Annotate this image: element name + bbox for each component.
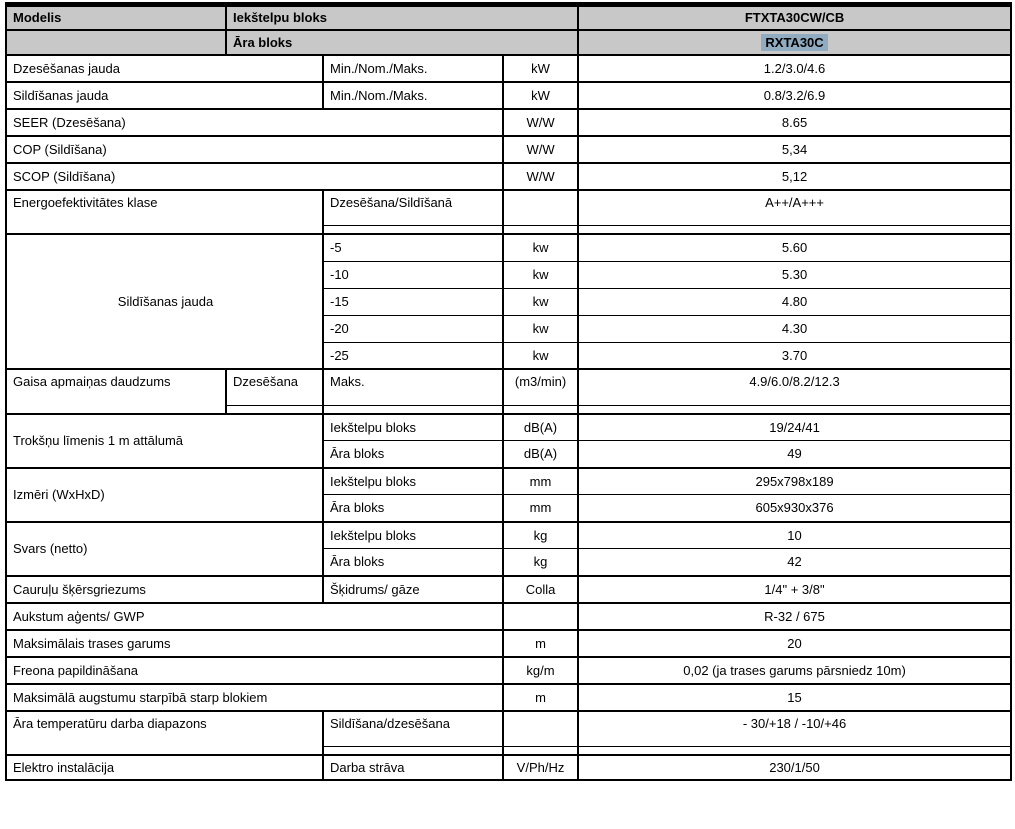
sound-level-indoor-value: 19/24/41 [578,414,1011,441]
air-flow-unit: (m3/min) [503,369,578,405]
pipe-connections-unit: Colla [503,576,578,603]
heating-at-temp-5-value: 3.70 [578,342,1011,369]
dimensions-outdoor-spec: Āra bloks [323,495,503,522]
weight-indoor-value: 10 [578,522,1011,549]
air-flow-filler-cell [578,405,1011,414]
operating-range-label: Āra temperatūru darba diapazons [6,711,323,756]
energy-class-unit [503,190,578,226]
dimensions-label: Izmēri (WxHxD) [6,468,323,522]
pipe-connections-label: Cauruļu šķērsgriezums [6,576,323,603]
max-pipe-length-label: Maksimālais trases garums [6,630,503,657]
electrical-label: Elektro instalācija [6,755,323,780]
air-flow-filler-cell [503,405,578,414]
cooling-capacity-label: Dzesēšanas jauda [6,55,323,82]
cop-label: COP (Sildīšana) [6,136,503,163]
electrical-unit: V/Ph/Hz [503,755,578,780]
heating-at-temp-1-unit: kw [503,234,578,261]
energy-class-filler-cell [323,226,503,235]
operating-range-spec: Sildīšana/dzesēšana [323,711,503,747]
indoor-unit-model-cell: FTXTA30CW/CB [578,5,1011,30]
dimensions-indoor-spec: Iekštelpu bloks [323,468,503,495]
seer-value: 8.65 [578,109,1011,136]
scop-unit: W/W [503,163,578,190]
electrical-spec: Darba strāva [323,755,503,780]
refrigerant-gwp-unit [503,603,578,630]
row-max-pipe-length [6,630,1011,657]
sound-level-outdoor-unit: dB(A) [503,441,578,468]
energy-class-filler-cell [503,226,578,235]
outdoor-unit-model-cell [578,30,1011,55]
heating-capacity-unit: kW [503,82,578,109]
weight-outdoor-unit: kg [503,549,578,576]
row-sound-level-indoor [6,414,1011,441]
heating-at-temp-2-temp: -10 [323,261,503,288]
heating-capacity-spec: Min./Nom./Maks. [323,82,503,109]
sound-level-outdoor-value: 49 [578,441,1011,468]
heating-at-temp-4-temp: -20 [323,315,503,342]
sound-level-indoor-spec: Iekštelpu bloks [323,414,503,441]
scop-label: SCOP (Sildīšana) [6,163,503,190]
selected-text-highlight: RXTA30C [761,34,827,51]
dimensions-indoor-value: 295x798x189 [578,468,1011,495]
refrigerant-charge-unit: kg/m [503,657,578,684]
weight-outdoor-value: 42 [578,549,1011,576]
air-flow-value: 4.9/6.0/8.2/12.3 [578,369,1011,405]
max-pipe-length-unit: m [503,630,578,657]
heating-at-temp-5-unit: kw [503,342,578,369]
heating-at-temp-4-value: 4.30 [578,315,1011,342]
row-electrical [6,755,1011,780]
spec-table [5,2,1012,781]
air-flow-filler-cell [323,405,503,414]
dimensions-outdoor-value: 605x930x376 [578,495,1011,522]
row-max-height-difference [6,684,1011,711]
model-label-cell: Modelis [6,5,226,30]
dimensions-indoor-unit: mm [503,468,578,495]
heating-at-temp-1-value: 5.60 [578,234,1011,261]
pipe-connections-spec: Šķidrums/ gāze [323,576,503,603]
operating-range-filler-cell [503,747,578,756]
row-refrigerant-charge [6,657,1011,684]
sound-level-outdoor-spec: Āra bloks [323,441,503,468]
max-height-difference-value: 15 [578,684,1011,711]
air-flow-label: Gaisa apmaiņas daudzums [6,369,226,414]
row-cop [6,136,1011,163]
air-flow-spec: Maks. [323,369,503,405]
heating-at-temp-label: Sildīšanas jauda [6,234,323,369]
refrigerant-charge-label: Freona papildināšana [6,657,503,684]
max-pipe-length-value: 20 [578,630,1011,657]
cop-value: 5,34 [578,136,1011,163]
sound-level-label: Trokšņu līmenis 1 m attālumā [6,414,323,468]
weight-indoor-spec: Iekštelpu bloks [323,522,503,549]
heating-capacity-value: 0.8/3.2/6.9 [578,82,1011,109]
sound-level-indoor-unit: dB(A) [503,414,578,441]
electrical-value: 230/1/50 [578,755,1011,780]
max-height-difference-label: Maksimālā augstumu starpībā starp blokiem [6,684,503,711]
row-cooling-capacity [6,55,1011,82]
heating-at-temp-4-unit: kw [503,315,578,342]
row-weight-indoor [6,522,1011,549]
outdoor-unit-label-cell: Āra bloks [226,30,578,55]
row-energy-class [6,190,1011,226]
header-row-indoor [6,5,1011,30]
cooling-capacity-spec: Min./Nom./Maks. [323,55,503,82]
heating-at-temp-1-temp: -5 [323,234,503,261]
row-dimensions-indoor [6,468,1011,495]
heating-capacity-label: Sildīšanas jauda [6,82,323,109]
row-scop [6,163,1011,190]
seer-label: SEER (Dzesēšana) [6,109,503,136]
scop-value: 5,12 [578,163,1011,190]
header-empty-cell [6,30,226,55]
max-height-difference-unit: m [503,684,578,711]
row-seer [6,109,1011,136]
heating-at-temp-3-temp: -15 [323,288,503,315]
energy-class-value: A++/A+++ [578,190,1011,226]
air-flow-mode: Dzesēšana [226,369,323,405]
row-heating-at-temp-1 [6,234,1011,261]
heating-at-temp-2-unit: kw [503,261,578,288]
refrigerant-gwp-value: R-32 / 675 [578,603,1011,630]
operating-range-value: - 30/+18 / -10/+46 [578,711,1011,747]
heating-at-temp-2-value: 5.30 [578,261,1011,288]
pipe-connections-value: 1/4" + 3/8" [578,576,1011,603]
refrigerant-charge-value: 0,02 (ja trases garums pārsniedz 10m) [578,657,1011,684]
row-refrigerant-gwp [6,603,1011,630]
energy-class-spec: Dzesēšana/Sildīšanā [323,190,503,226]
operating-range-filler-cell [578,747,1011,756]
refrigerant-gwp-label: Aukstum aģents/ GWP [6,603,503,630]
row-air-flow [6,369,1011,405]
cooling-capacity-value: 1.2/3.0/4.6 [578,55,1011,82]
header-row-outdoor [6,30,1011,55]
operating-range-unit [503,711,578,747]
air-flow-filler-cell [226,405,323,414]
weight-outdoor-spec: Āra bloks [323,549,503,576]
energy-class-label: Energoefektivitātes klase [6,190,323,235]
weight-indoor-unit: kg [503,522,578,549]
operating-range-filler-cell [323,747,503,756]
seer-unit: W/W [503,109,578,136]
energy-class-filler-cell [578,226,1011,235]
row-operating-range [6,711,1011,747]
cooling-capacity-unit: kW [503,55,578,82]
indoor-unit-label-cell: Iekštelpu bloks [226,5,578,30]
heating-at-temp-5-temp: -25 [323,342,503,369]
cop-unit: W/W [503,136,578,163]
row-pipe-connections [6,576,1011,603]
heating-at-temp-3-unit: kw [503,288,578,315]
weight-label: Svars (netto) [6,522,323,576]
row-heating-capacity [6,82,1011,109]
heating-at-temp-3-value: 4.80 [578,288,1011,315]
dimensions-outdoor-unit: mm [503,495,578,522]
